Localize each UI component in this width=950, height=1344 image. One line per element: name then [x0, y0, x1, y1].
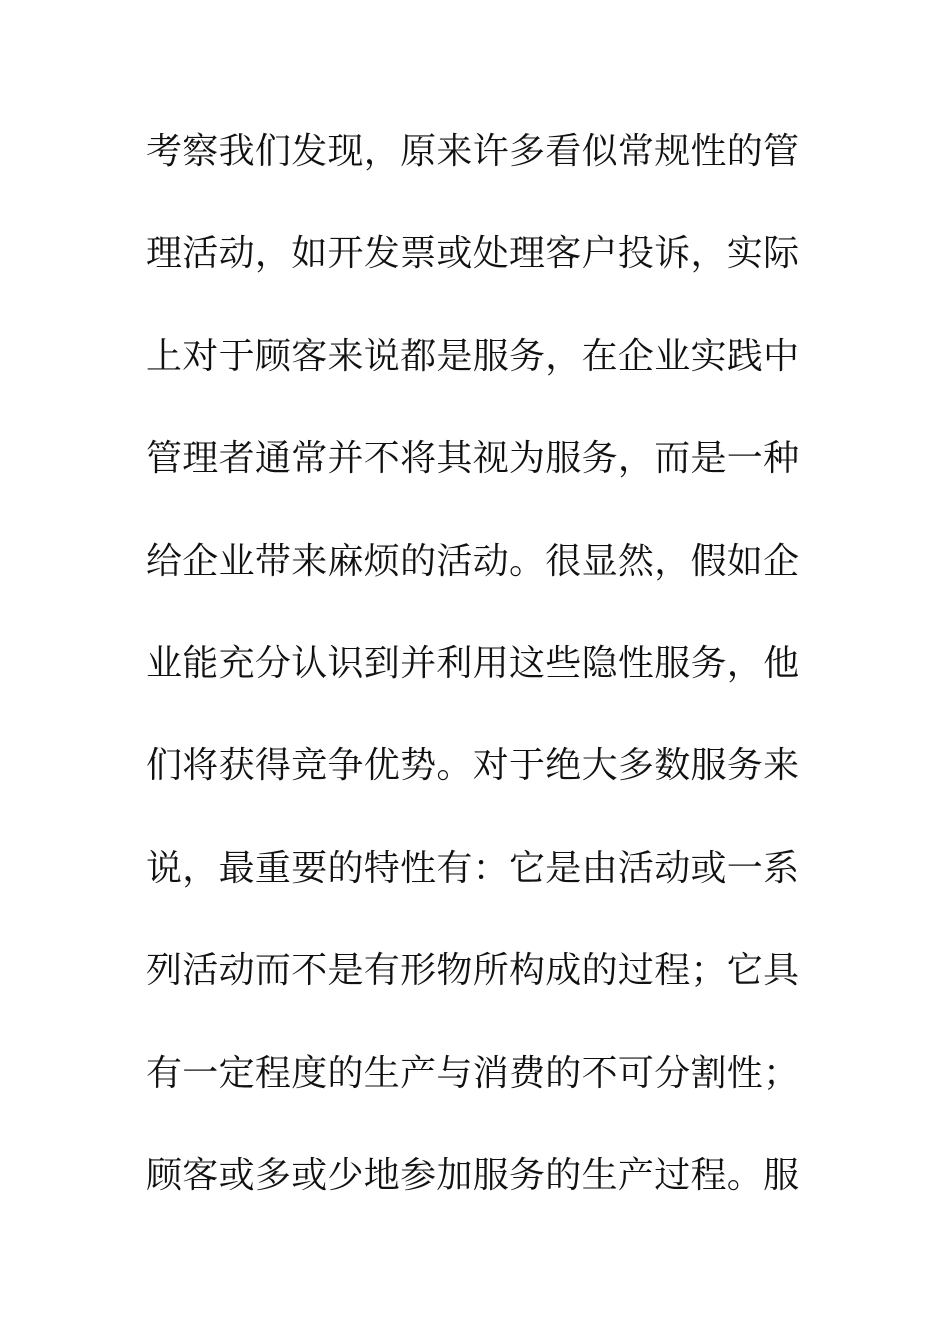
text-line: 业能充分认识到并利用这些隐性服务，他	[146, 642, 800, 684]
text-line: 给企业带来麻烦的活动。很显然，假如企	[146, 540, 800, 582]
text-line: 管理者通常并不将其视为服务，而是一种	[146, 438, 800, 480]
text-line: 上对于顾客来说都是服务，在企业实践中	[146, 335, 800, 377]
text-line: 理活动，如开发票或处理客户投诉，实际	[146, 233, 800, 275]
text-line: 们将获得竞争优势。对于绝大多数服务来	[146, 745, 800, 787]
text-line: 顾客或多或少地参加服务的生产过程。服	[146, 1154, 800, 1196]
text-line: 列活动而不是有形物所构成的过程；它具	[146, 950, 800, 992]
body-text	[146, 124, 826, 1250]
text-line: 考察我们发现，原来许多看似常规性的管	[146, 131, 800, 172]
text-line: 说，最重要的特性有：它是由活动或一系	[146, 847, 800, 889]
text-line: 有一定程度的生产与消费的不可分割性；	[146, 1052, 800, 1094]
